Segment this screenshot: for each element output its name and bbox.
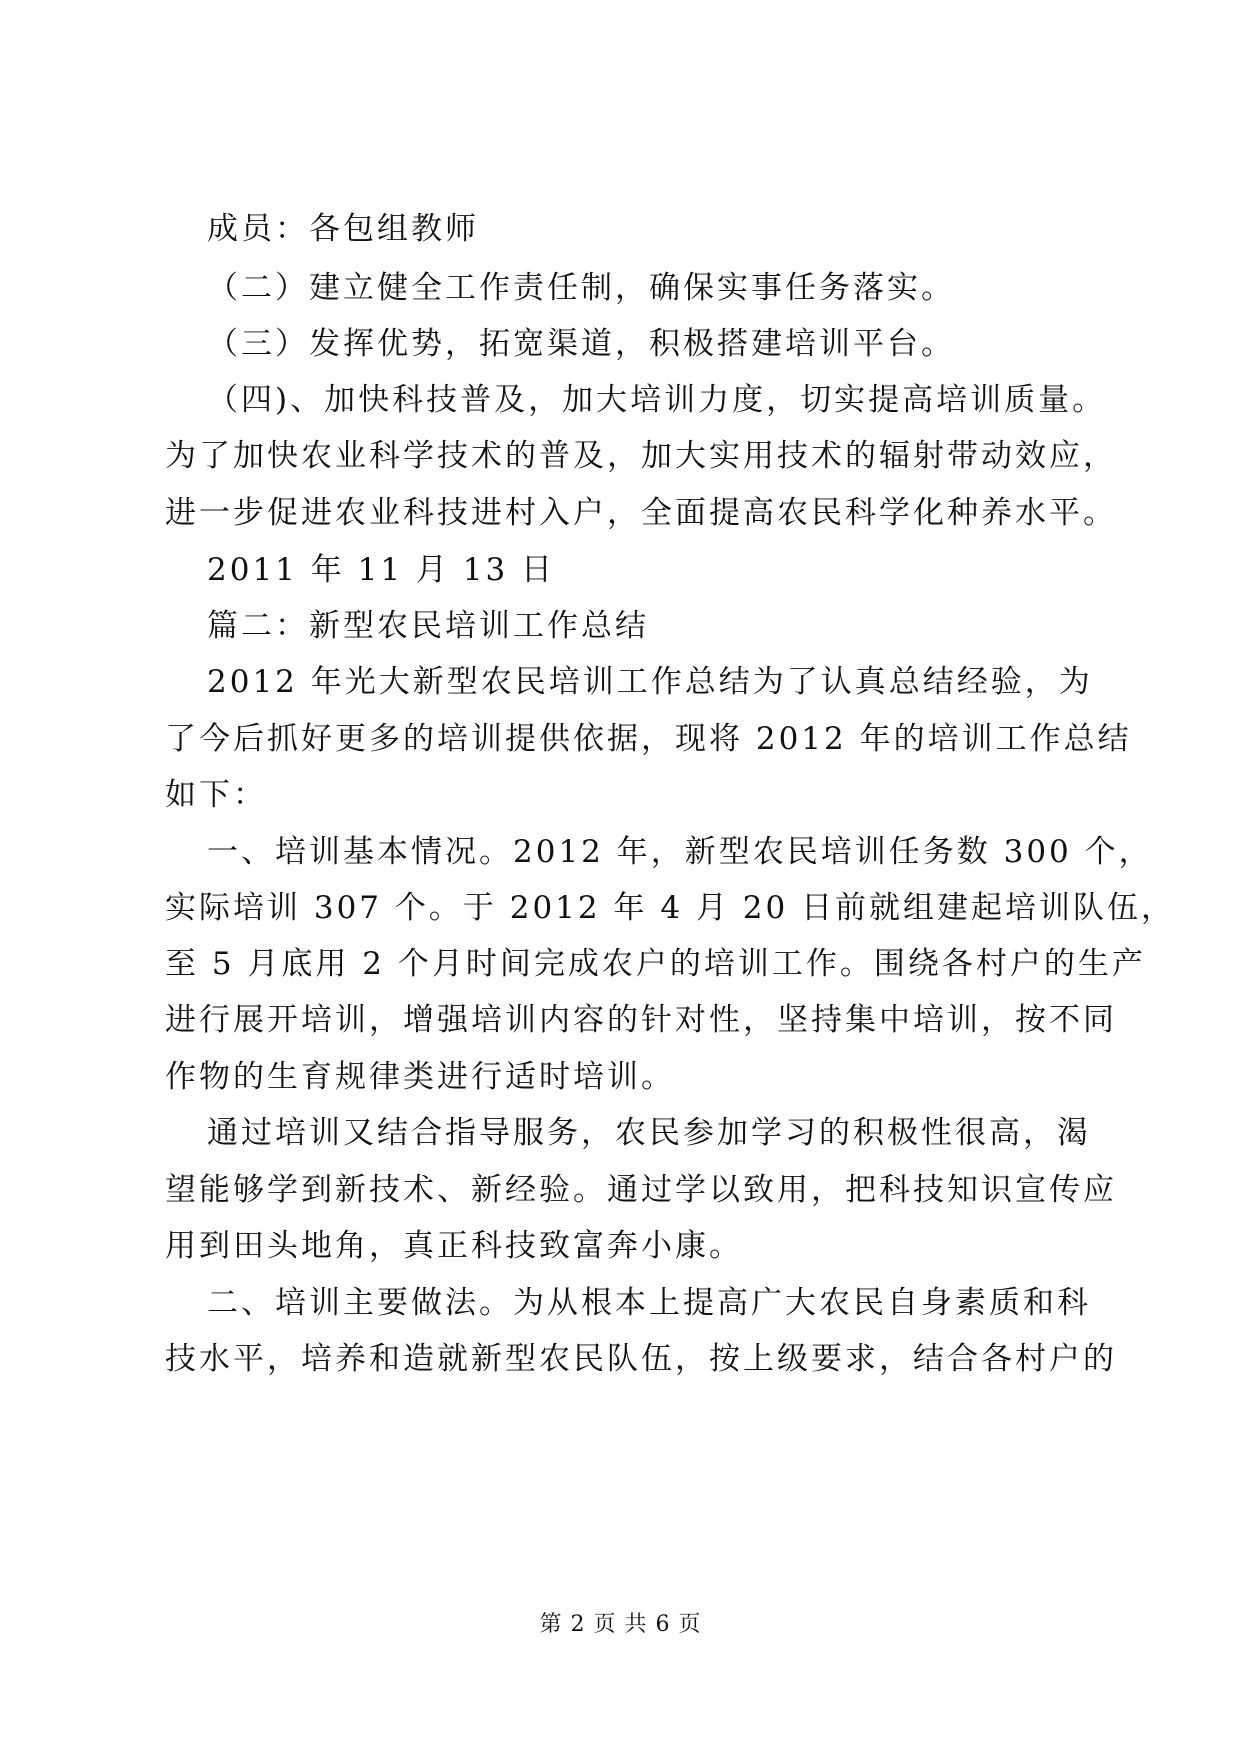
text-line: 二、培训主要做法。为从根本上提高广大农民自身素质和科 — [207, 1285, 1091, 1321]
text-line: 实际培训 307 个。于 2012 年 4 月 20 日前就组建起培训队伍， — [165, 890, 1176, 926]
text-line: （三）发挥优势，拓宽渠道，积极搭建培训平台。 — [207, 326, 955, 362]
text-line: （二）建立健全工作责任制，确保实事任务落实。 — [207, 270, 955, 306]
text-line: 进行展开培训，增强培训内容的针对性，坚持集中培训，按不同 — [165, 1002, 1117, 1038]
text-line: 通过培训又结合指导服务，农民参加学习的积极性很高，渴 — [207, 1115, 1091, 1151]
text-line: 2011 年 11 月 13 日 — [207, 552, 556, 588]
text-line: 技水平，培养和造就新型农民队伍，按上级要求，结合各村户的 — [165, 1341, 1117, 1377]
text-line: 进一步促进农业科技进村入户，全面提高农民科学化种养水平。 — [165, 495, 1117, 531]
text-line: 望能够学到新技术、新经验。通过学以致用，把科技知识宣传应 — [165, 1172, 1117, 1208]
text-line: 用到田头地角，真正科技致富奔小康。 — [165, 1228, 743, 1264]
text-line: 作物的生育规律类进行适时培训。 — [165, 1059, 675, 1095]
text-line: 如下： — [165, 777, 267, 813]
text-line: 2012 年光大新型农民培训工作总结为了认真总结经验，为 — [207, 664, 1093, 700]
text-line: 了今后抓好更多的培训提供依据，现将 2012 年的培训工作总结 — [165, 721, 1132, 757]
text-line: 为了加快农业科学技术的普及，加大实用技术的辐射带动效应， — [165, 438, 1117, 474]
page-footer: 第 2 页 共 6 页 — [539, 1612, 702, 1637]
text-line: 一、培训基本情况。2012 年，新型农民培训任务数 300 个， — [207, 834, 1153, 870]
section-title: 篇二：新型农民培训工作总结 — [207, 608, 649, 644]
text-line: 成员：各包组教师 — [207, 211, 479, 247]
text-line: （四)、加快科技普及，加大培训力度，切实提高培训质量。 — [207, 382, 1107, 418]
text-line: 至 5 月底用 2 个月时间完成农户的培训工作。围绕各村户的生产 — [165, 946, 1146, 982]
